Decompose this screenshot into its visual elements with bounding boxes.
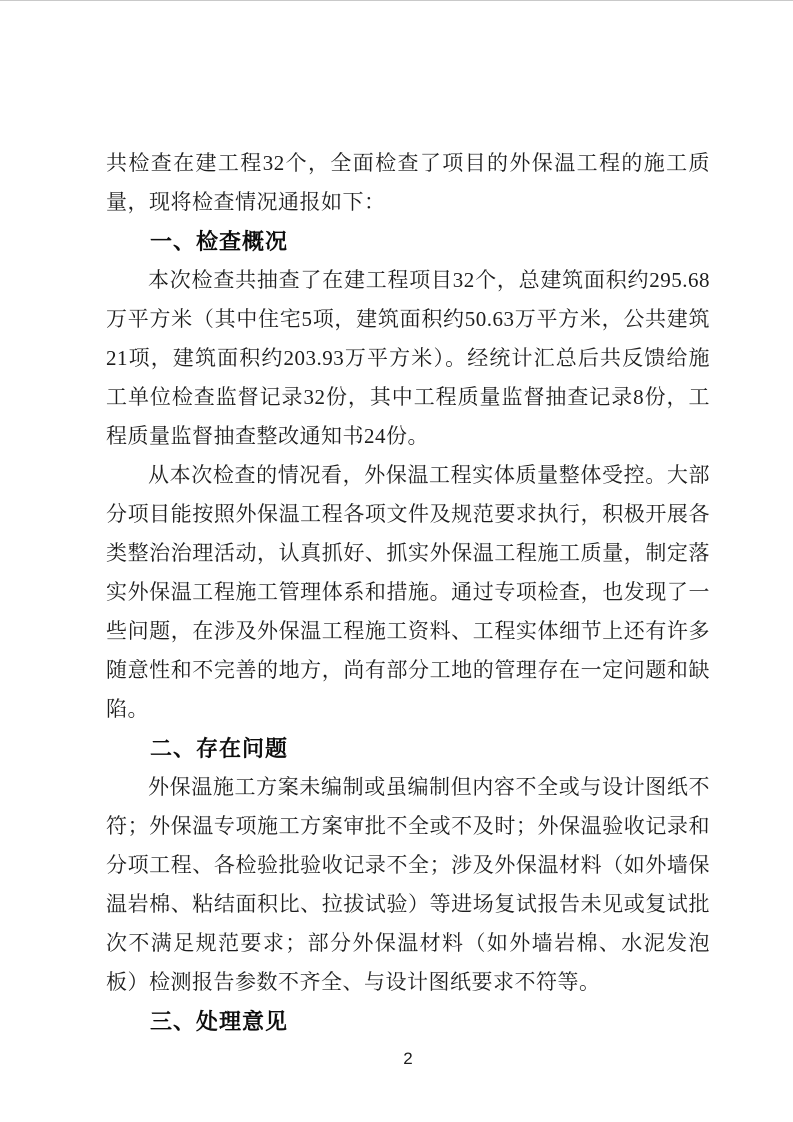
document-body — [106, 144, 710, 1041]
paragraph: 外保温施工方案未编制或虽编制但内容不全或与设计图纸不符；外保温专项施工方案审批不全或不及时；外保温验收记录和分项工程、各检验批验收记录不全；涉及外保温材料（如外墙保温岩棉、粘结面积比、拉拔试验）等进场复试报告未见或复试批次不满足规范要求；部分外保温材料（如外墙岩棉、水泥发泡板）检测报告参数不齐全、与设计图纸要求不符等。 — [106, 775, 710, 994]
section-heading: 二、存在问题 — [150, 736, 289, 761]
paragraph: 共检查在建工程32个，全面检查了项目的外保温工程的施工质量，现将检查情况通报如下： — [106, 151, 710, 214]
page-number: 2 — [403, 1049, 413, 1068]
paragraph: 从本次检查的情况看，外保温工程实体质量整体受控。大部分项目能按照外保温工程各项文件及规范要求执行，积极开展各类整治治理活动，认真抓好、抓实外保温工程施工质量，制定落实外保温工程施工管理体系和措施。通过专项检查，也发现了一些问题，在涉及外保温工程施工资料、工程实体细节上还有许多随意性和不完善的地方，尚有部分工地的管理存在一定问题和缺陷。 — [106, 463, 710, 721]
paragraph: 本次检查共抽查了在建工程项目32个，总建筑面积约295.68万平方米（其中住宅5项，建筑面积约50.63万平方米，公共建筑21项，建筑面积约203.93万平方米）。经统计汇总后共反馈给施工单位检查监督记录32份，其中工程质量监督抽查记录8份，工程质量监督抽查整改通知书24份。 — [106, 268, 710, 448]
section-heading: 一、检查概况 — [150, 229, 289, 254]
section-heading: 三、处理意见 — [150, 1009, 289, 1034]
